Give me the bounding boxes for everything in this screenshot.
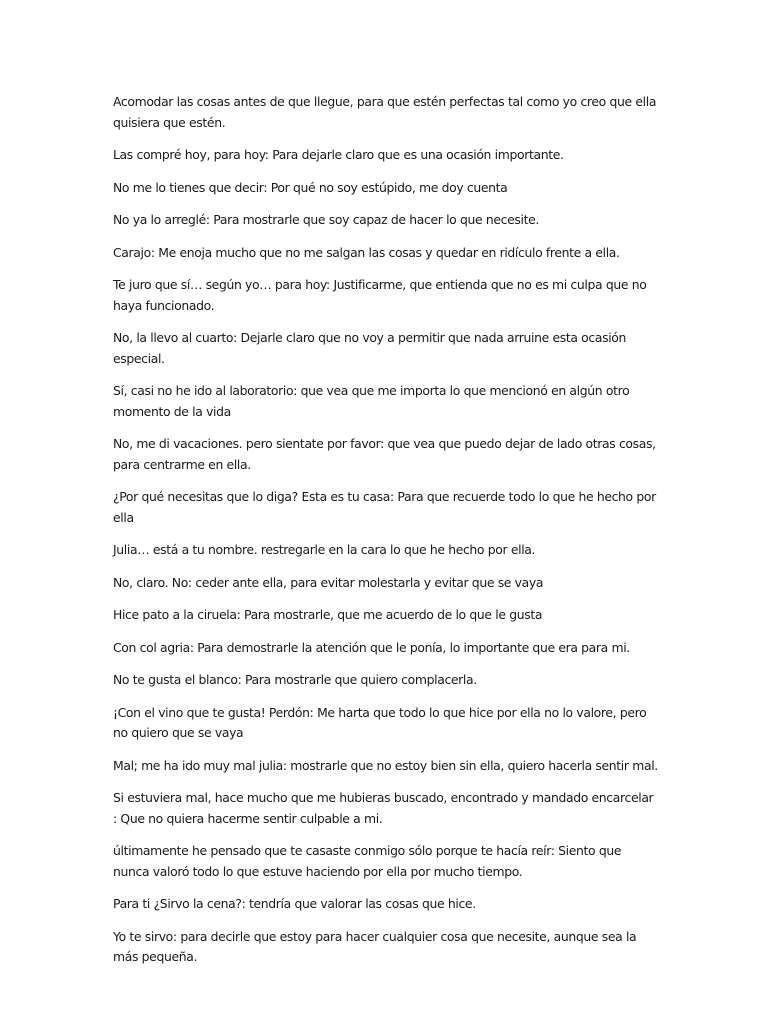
paragraph-4: No ya lo arreglé: Para mostrarle que soy capaz de hacer lo que necesite.	[113, 212, 539, 227]
paragraph-17: Mal; me ha ido muy mal julia: mostrarle que no estoy bien sin ella, quiero hacerla sentir mal.	[113, 757, 658, 773]
paragraph-19: últimamente he pensado que te casaste conmigo sólo porque te hacía reír: Siento que nunca valoró todo lo que estuve haciendo por ella por mucho tiempo.	[113, 843, 622, 879]
paragraph-13: Hice pato a la ciruela: Para mostrarle, que me acuerdo de lo que le gusta	[113, 607, 543, 622]
paragraph-9: No, me di vacaciones. pero sientate por favor: que vea que puedo dejar de lado otras cosas, para centrarme en ella.	[113, 436, 656, 472]
paragraph-12: No, claro. No: ceder ante ella, para evitar molestarla y evitar que se vaya	[113, 574, 544, 590]
paragraph-15: No te gusta el blanco: Para mostrarle que quiero complacerla.	[113, 672, 477, 687]
paragraph-8: Sí, casi no he ido al laboratorio: que vea que me importa lo que mencionó en algún otro momento de la vida	[113, 383, 630, 419]
paragraph-5: Carajo: Me enoja mucho que no me salgan las cosas y quedar en ridículo frente a ella.	[113, 244, 620, 260]
paragraph-10: ¿Por qué necesitas que lo diga? Esta es tu casa: Para que recuerde todo lo que he hecho por ella	[113, 489, 656, 525]
paragraph-7: No, la llevo al cuarto: Dejarle claro que no voy a permitir que nada arruine esta ocasión especial.	[113, 330, 627, 366]
document-body	[113, 92, 658, 980]
paragraph-21: Yo te sirvo: para decirle que estoy para hacer cualquier cosa que necesite, aunque sea la más pequeña.	[113, 928, 637, 964]
paragraph-14: Con col agria: Para demostrarle la atención que le ponía, lo importante que era para mi.	[113, 639, 630, 655]
paragraph-1: Acomodar las cosas antes de que llegue, para que estén perfectas tal como yo creo que ella quisiera que estén.	[113, 94, 657, 130]
paragraph-18: Si estuviera mal, hace mucho que me hubieras buscado, encontrado y mandado encarcelar : Que no quiera hacerme sentir culpable a mi.	[113, 790, 654, 826]
paragraph-11: Julia… está a tu nombre. restregarle en la cara lo que he hecho por ella.	[113, 542, 536, 557]
paragraph-6: Te juro que sí… según yo… para hoy: Justificarme, que entienda que no es mi culpa que no haya funcionado.	[113, 277, 647, 313]
paragraph-3: No me lo tienes que decir: Por qué no soy estúpido, me doy cuenta	[113, 179, 508, 195]
paragraph-20: Para ti ¿Sirvo la cena?: tendría que valorar las cosas que hice.	[113, 896, 476, 911]
paragraph-16: ¡Con el vino que te gusta! Perdón: Me harta que todo lo que hice por ella no lo valore, pero no quiero que se vaya	[113, 704, 647, 740]
paragraph-2: Las compré hoy, para hoy: Para dejarle claro que es una ocasión importante.	[113, 147, 564, 162]
